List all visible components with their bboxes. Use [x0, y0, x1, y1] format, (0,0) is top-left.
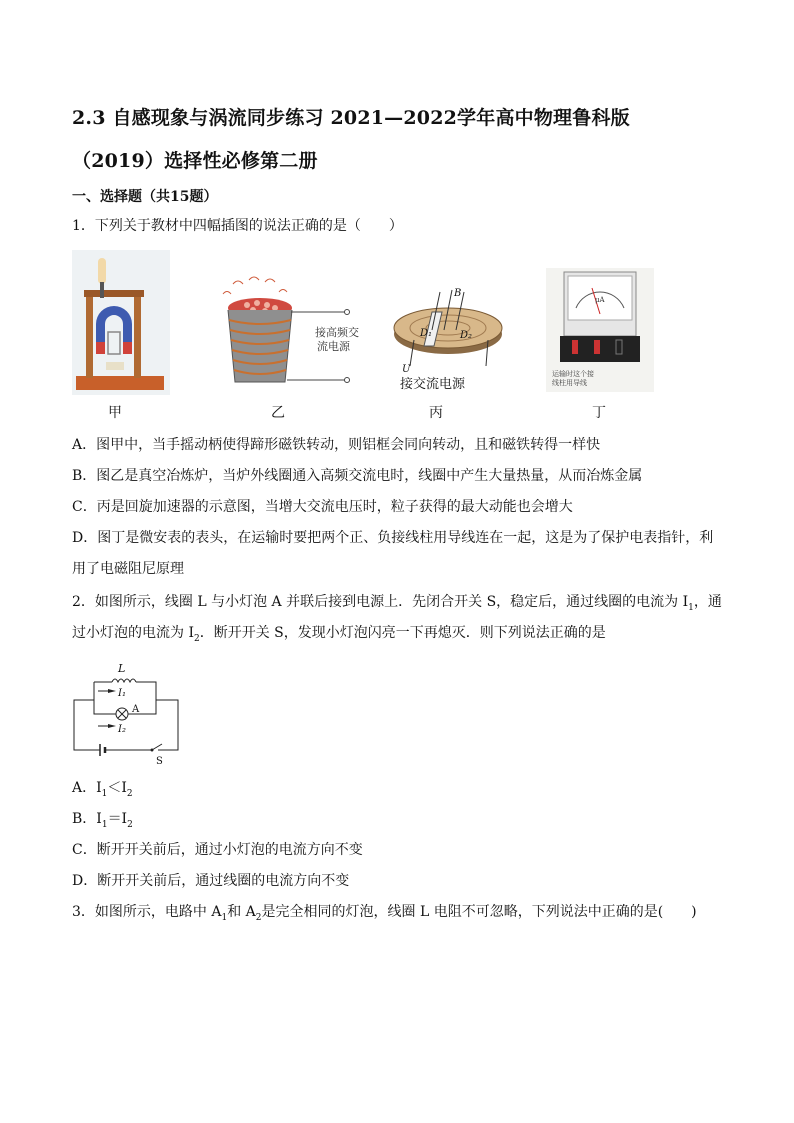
fig-bing-D1: D₁: [420, 328, 433, 339]
fig-bing-cyclotron-image: [392, 282, 510, 397]
q2-circuit-diagram: [70, 658, 182, 768]
circuit-label-I2: I₂: [118, 724, 126, 735]
fig-bing-B: B: [454, 288, 462, 299]
circuit-label-I1: I₁: [118, 688, 126, 699]
q2-option-b: B．$I_1=I_2$: [72, 811, 133, 830]
q1-option-a: A．图甲中，当手摇动柄使得蹄形磁铁转动，则铝框会同向转动，且和磁铁转得一样快: [72, 437, 601, 453]
caption-yi: 乙: [271, 405, 285, 421]
q1-option-c: C．丙是回旋加速器的示意图，当增大交流电压时，粒子获得的最大动能也会增大: [72, 499, 573, 515]
q2-stem-line2: 过小灯泡的电流为 $I_2$．断开开关 S，发现小灯泡闪亮一下再熄灭．则下列说法正确的是: [72, 625, 606, 644]
circuit-label-S: S: [156, 756, 163, 767]
doc-title-line1: 2.3 自感现象与涡流同步练习 2021—2022学年高中物理鲁科版: [72, 107, 630, 129]
fig-ding-note-2: 线柱用导线: [552, 379, 587, 387]
circuit-label-L: L: [118, 662, 126, 675]
q1-stem: 1．下列关于教材中四幅插图的说法正确的是（ ）: [72, 218, 403, 234]
fig-yi-furnace-image: [205, 272, 370, 390]
caption-bing: 丙: [429, 405, 443, 421]
caption-ding: 丁: [592, 405, 606, 421]
q2-stem-line1: 2．如图所示，线圈 L 与小灯泡 A 并联后接到电源上．先闭合开关 S，稳定后，通过线圈的电流为 $I_1$，通: [72, 594, 722, 613]
q1-option-b: B．图乙是真空冶炼炉，当炉外线圈通入高频交流电时，线圈中产生大量热量，从而冶炼金属: [72, 468, 643, 484]
q3-stem: 3．如图所示，电路中 $A_1$和 $A_2$是完全相同的灯泡，线圈 L 电阻不可忽略，下列说法中正确的是( ): [72, 904, 697, 923]
fig-yi-label-2: 流电源: [317, 340, 350, 353]
circuit-label-A: A: [132, 704, 140, 715]
q1-option-d-line1: D．图丁是微安表的表头，在运输时要把两个正、负接线柱用导线连在一起，这是为了保护电表指针，利: [72, 530, 714, 546]
fig-yi-label-1: 接高频交: [315, 326, 359, 339]
fig-jia-magnet-image: [72, 250, 170, 395]
q2-option-c: C．断开开关前后，通过小灯泡的电流方向不变: [72, 842, 363, 858]
fig-ding-note-1: 运输时这个接: [552, 370, 594, 378]
fig-ding-meter-image: [546, 268, 654, 392]
fig-bing-label: 接交流电源: [400, 377, 466, 392]
doc-title-line2: （2019）选择性必修第二册: [72, 150, 318, 172]
fig-bing-D2: D₂: [460, 330, 473, 341]
q2-option-a: A．$I_1<I_2$: [72, 780, 133, 799]
caption-jia: 甲: [108, 405, 122, 421]
fig-bing-U: U: [402, 364, 411, 375]
q1-option-d-line2: 用了电磁阻尼原理: [72, 561, 184, 577]
section-heading: 一、选择题（共15题）: [72, 189, 218, 205]
q2-option-d: D．断开开关前后，通过线圈的电流方向不变: [72, 873, 350, 889]
fig-ding-unit: μA: [595, 296, 605, 304]
